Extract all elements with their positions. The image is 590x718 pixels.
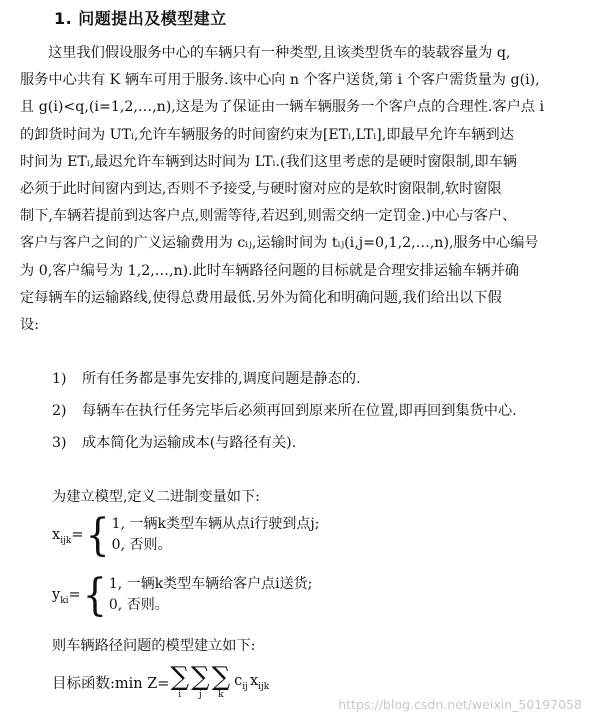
- x-definition: $x_{ijk}=${ 1, 一辆k类型车辆从点i行驶到点j; 0, 否则。: [52, 509, 320, 561]
- x-case-1: 1, 一辆k类型车辆从点i行驶到点j;: [111, 516, 320, 532]
- list-text: 每辆车在执行任务完毕后必须再回到原来所在位置,即再回到集货中心.: [82, 403, 517, 419]
- intro-line: 时间为 ETᵢ,最迟允许车辆到达时间为 LTᵢ.(我们这里考虑的是硬时窗限制,即车辆: [20, 153, 517, 170]
- intro-line: 这里我们假设服务中心的车辆只有一种类型,且该类型货车的装载容量为 q,: [48, 45, 511, 61]
- intro-line: 客户与客户之间的广义运输费用为 cᵢⱼ,运输时间为 tᵢⱼ(i,j=0,1,2,…,n),服务中心编号: [20, 235, 539, 252]
- list-item: [52, 430, 572, 457]
- intro-line: 且 g(i)<q,(i=1,2,…,n),这是为了保证由一辆车辆服务一个客户点的合理性.客户点 i: [20, 99, 545, 116]
- intro-paragraph: [20, 40, 572, 339]
- watermark: https://blog.csdn.net/weixin_50197058: [338, 697, 582, 712]
- intro-line: 的卸货时间为 UTᵢ,允许车辆服务的时间窗约束为[ETᵢ,LTᵢ],即最早允许车辆到达: [20, 126, 514, 143]
- x-term: $x_{ijk}$: [249, 672, 270, 692]
- intro-line: 服务中心共有 K 辆车可用于服务.该中心向 n 个客户送货,第 i 个客户需货量为 g(i),: [20, 72, 540, 89]
- intro-line: 设:: [20, 317, 39, 334]
- left-brace: {: [82, 569, 107, 621]
- y-cases: [109, 574, 313, 616]
- list-item: [52, 366, 572, 393]
- cost-term: $c_{ij}$: [234, 672, 248, 692]
- list-text: 成本简化为运输成本(与路径有关).: [82, 435, 297, 451]
- model-text: 则车辆路径问题的模型建立如下:: [52, 638, 256, 654]
- sum-symbol: ∑ i: [170, 662, 190, 700]
- sum-symbol: ∑ k: [211, 662, 231, 700]
- summation-group: [169, 664, 231, 700]
- assumption-list: [52, 366, 572, 462]
- list-number: 2): [52, 403, 67, 419]
- list-text: 所有任务都是事先安排的,调度问题是静态的.: [82, 371, 361, 387]
- intro-line: 制下,车辆若提前到达客户点,则需等待,若迟到,则需交纳一定罚金.)中心与客户、: [20, 208, 517, 225]
- left-brace: {: [85, 509, 110, 561]
- objective-function: [52, 664, 269, 700]
- intro-line: 必须于此时间窗内到达,否则不予接受,与硬时窗对应的是软时窗限制,软时窗限: [20, 181, 502, 198]
- y-variable: $y_{ki}$: [52, 587, 69, 606]
- y-case-1: 1, 一辆k类型车辆给客户点i送货;: [108, 576, 313, 592]
- list-number: 1): [52, 371, 67, 387]
- y-definition: $y_{ki}=${ 1, 一辆k类型车辆给客户点i送货; 0, 否则。: [52, 569, 313, 621]
- y-case-0: 0, 否则。: [108, 597, 169, 613]
- objective-label: 目标函数:min Z=: [52, 675, 170, 692]
- x-cases: [112, 514, 320, 556]
- define-text: 为建立模型,定义二进制变量如下:: [52, 489, 260, 505]
- list-number: 3): [52, 435, 67, 451]
- section-title: 1. 问题提出及模型建立: [54, 9, 227, 28]
- sum-symbol: ∑ j: [191, 662, 210, 700]
- list-item: [52, 398, 572, 425]
- x-case-0: 0, 否则。: [111, 537, 172, 553]
- intro-line: 定每辆车的运输路线,使得总费用最低.另外为简化和明确问题,我们给出以下假: [20, 289, 502, 306]
- intro-line: 为 0,客户编号为 1,2,…,n).此时车辆路径问题的目标就是合理安排运输车辆并确: [20, 262, 519, 279]
- x-variable: $x_{ijk}$: [52, 527, 72, 546]
